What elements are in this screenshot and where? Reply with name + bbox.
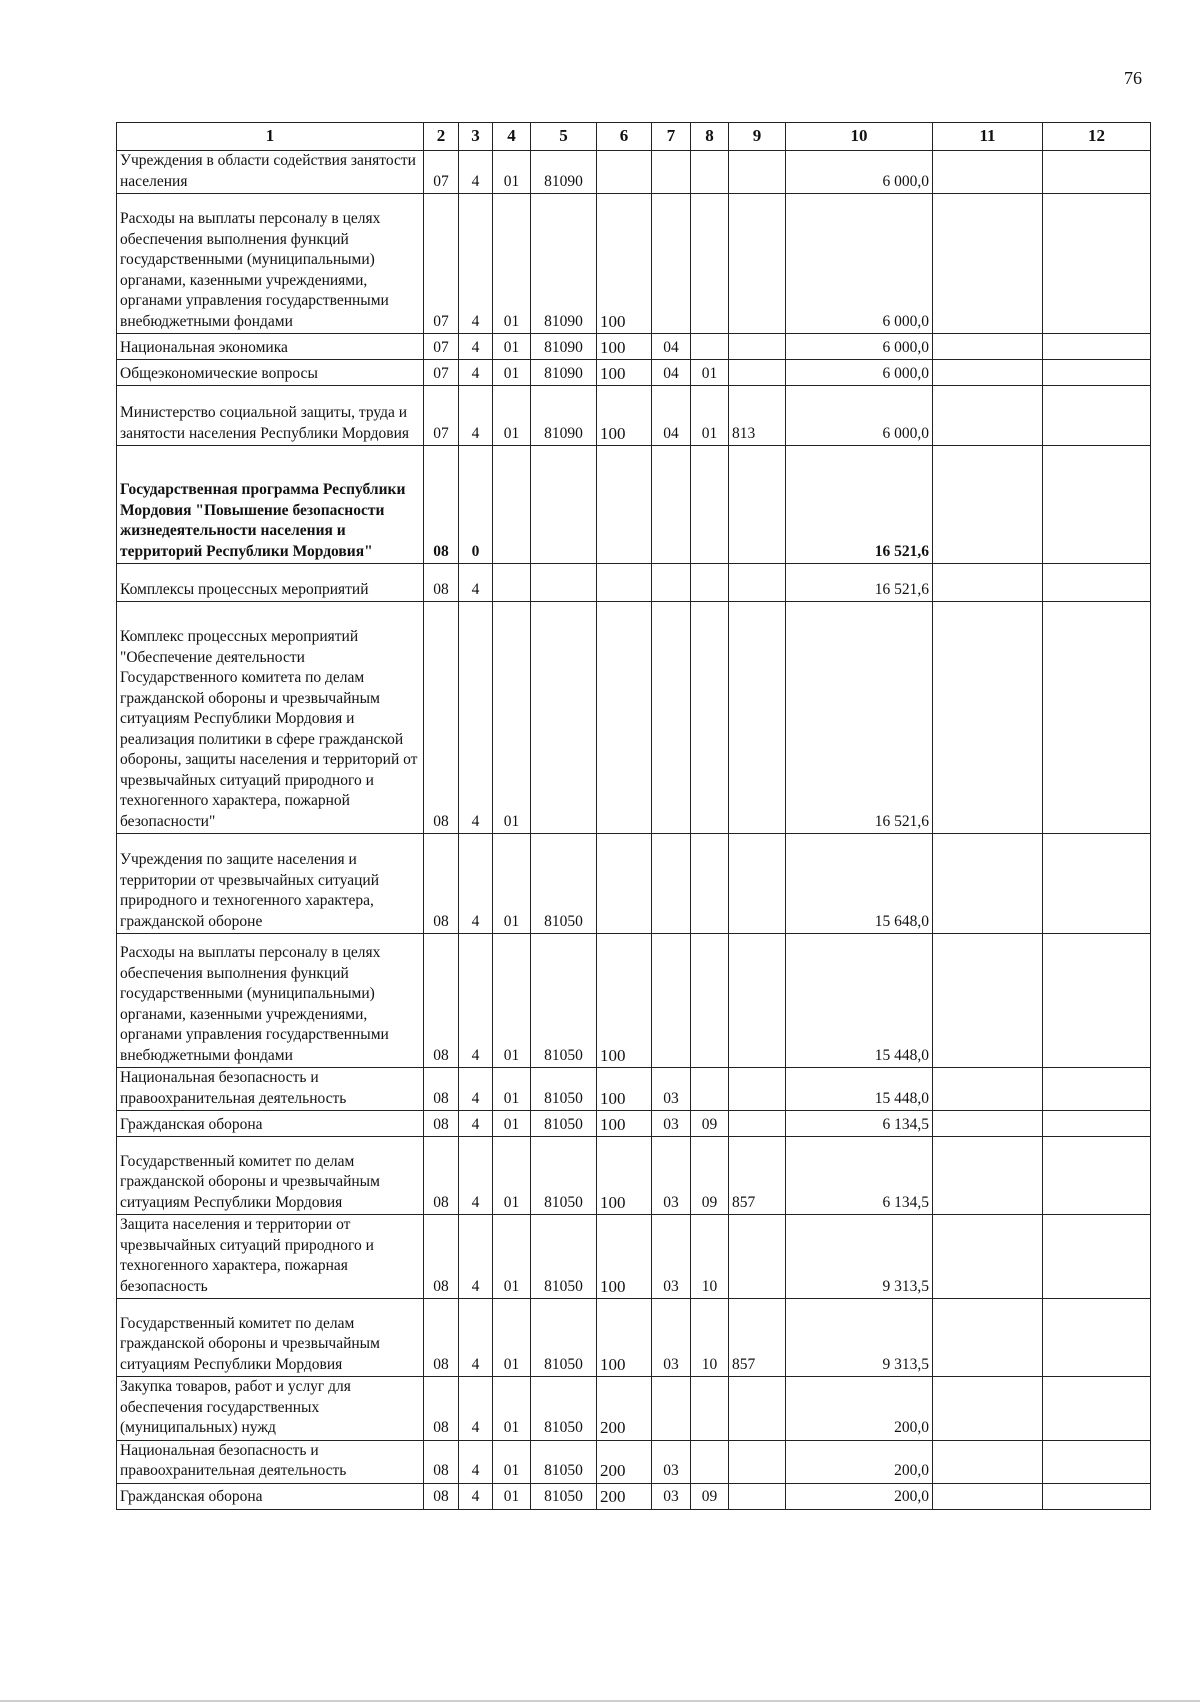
cell-amount: 16 521,6 [786,564,933,602]
row-name: Учреждения по защите населения и территории от чрезвычайных ситуаций природного и техногенного характера, гражданской обороне [117,834,424,934]
cell-col6: 100 [597,934,652,1068]
cell-col4: 01 [493,1068,531,1111]
cell-col2: 08 [424,1483,459,1509]
budget-table [116,122,1151,1510]
header-cell: 11 [933,123,1043,151]
cell-col4: 01 [493,151,531,194]
table-row [117,360,1151,386]
cell-col5: 81090 [531,194,597,334]
header-cell: 3 [459,123,493,151]
row-name: Комплексы процессных мероприятий [117,564,424,602]
scan-edge-line [0,1700,1200,1702]
cell-col3: 4 [459,1299,493,1377]
cell-col3: 4 [459,1137,493,1215]
cell-col2: 08 [424,1137,459,1215]
cell-col5: 81050 [531,1440,597,1483]
cell-col5: 81050 [531,1137,597,1215]
cell-amount: 9 313,5 [786,1215,933,1299]
cell-amount: 15 648,0 [786,834,933,934]
cell-amount: 6 000,0 [786,194,933,334]
cell-col6: 100 [597,1068,652,1111]
header-cell: 5 [531,123,597,151]
row-name: Государственный комитет по делам гражданской обороны и чрезвычайным ситуациям Республики Мордовия [117,1137,424,1215]
header-cell: 2 [424,123,459,151]
cell-col12 [1043,934,1151,1068]
cell-col5 [531,564,597,602]
cell-col2: 08 [424,1068,459,1111]
cell-col4: 01 [493,334,531,360]
row-name: Защита населения и территории от чрезвычайных ситуаций природного и техногенного характера, пожарная безопасность [117,1215,424,1299]
row-name: Национальная экономика [117,334,424,360]
cell-col8 [691,834,729,934]
cell-col5: 81090 [531,360,597,386]
cell-col4: 01 [493,934,531,1068]
cell-col7: 03 [652,1068,691,1111]
cell-col7: 03 [652,1111,691,1137]
cell-col3: 0 [459,446,493,564]
cell-col9 [729,1111,786,1137]
cell-col2: 08 [424,446,459,564]
cell-col5: 81050 [531,934,597,1068]
cell-col8: 09 [691,1111,729,1137]
cell-col6: 100 [597,1111,652,1137]
cell-col4: 01 [493,1137,531,1215]
cell-amount: 6 000,0 [786,386,933,446]
cell-col8 [691,602,729,834]
cell-col11 [933,1215,1043,1299]
cell-col8 [691,194,729,334]
cell-col9 [729,1440,786,1483]
cell-amount: 6 000,0 [786,151,933,194]
cell-col7: 03 [652,1440,691,1483]
cell-col12 [1043,1137,1151,1215]
cell-col6 [597,151,652,194]
cell-col12 [1043,151,1151,194]
cell-col5: 81050 [531,1215,597,1299]
row-name: Учреждения в области содействия занятости населения [117,151,424,194]
cell-col4: 01 [493,834,531,934]
cell-col11 [933,334,1043,360]
cell-col7: 03 [652,1299,691,1377]
cell-col8: 10 [691,1215,729,1299]
cell-col3: 4 [459,1068,493,1111]
cell-col9 [729,194,786,334]
cell-col6: 100 [597,194,652,334]
cell-col4 [493,564,531,602]
cell-col11 [933,360,1043,386]
cell-col12 [1043,194,1151,334]
cell-col6: 200 [597,1483,652,1509]
cell-col5: 81090 [531,386,597,446]
cell-col7 [652,934,691,1068]
cell-col2: 08 [424,1440,459,1483]
cell-col7 [652,446,691,564]
cell-col4: 01 [493,1111,531,1137]
table-row [117,1215,1151,1299]
cell-col6: 100 [597,334,652,360]
cell-col7 [652,834,691,934]
cell-col7 [652,602,691,834]
row-name: Государственная программа Республики Мордовия "Повышение безопасности жизнедеятельности населения и территорий Республики Мордовия" [117,446,424,564]
header-cell: 8 [691,123,729,151]
cell-col11 [933,194,1043,334]
table-row [117,386,1151,446]
cell-col6: 100 [597,1215,652,1299]
cell-col11 [933,151,1043,194]
cell-col4: 01 [493,1215,531,1299]
cell-col11 [933,1299,1043,1377]
cell-col9 [729,1483,786,1509]
cell-col2: 08 [424,834,459,934]
cell-col11 [933,1440,1043,1483]
cell-col11 [933,386,1043,446]
cell-col2: 07 [424,194,459,334]
cell-col4: 01 [493,1440,531,1483]
cell-col11 [933,1111,1043,1137]
cell-col12 [1043,1068,1151,1111]
cell-col8 [691,446,729,564]
cell-col11 [933,834,1043,934]
header-cell: 7 [652,123,691,151]
cell-col8 [691,151,729,194]
cell-col8: 01 [691,360,729,386]
cell-col6: 100 [597,1299,652,1377]
cell-col9: 857 [729,1299,786,1377]
cell-col8 [691,1377,729,1441]
cell-col4: 01 [493,386,531,446]
cell-col6: 100 [597,1137,652,1215]
table-body [117,151,1151,1510]
row-name: Закупка товаров, работ и услуг для обеспечения государственных (муниципальных) нужд [117,1377,424,1441]
cell-col4: 01 [493,194,531,334]
cell-col4: 01 [493,602,531,834]
cell-col3: 4 [459,334,493,360]
cell-col9 [729,934,786,1068]
table-row [117,934,1151,1068]
cell-col11 [933,934,1043,1068]
cell-amount: 6 134,5 [786,1137,933,1215]
cell-col8 [691,934,729,1068]
cell-col9 [729,334,786,360]
row-name: Национальная безопасность и правоохранительная деятельность [117,1440,424,1483]
cell-col8: 01 [691,386,729,446]
table-row [117,1440,1151,1483]
cell-col7 [652,1377,691,1441]
cell-col6: 200 [597,1440,652,1483]
row-name: Общеэкономические вопросы [117,360,424,386]
cell-col3: 4 [459,151,493,194]
cell-col7: 04 [652,386,691,446]
cell-col2: 08 [424,564,459,602]
row-name: Расходы на выплаты персоналу в целях обеспечения выполнения функций государственными (муниципальными) органами, казенными учреждениями, органами управления государственными внебюджетными фондами [117,194,424,334]
cell-col7 [652,194,691,334]
cell-col12 [1043,1111,1151,1137]
cell-col7: 03 [652,1215,691,1299]
cell-col9 [729,1377,786,1441]
cell-col9 [729,602,786,834]
cell-col5: 81090 [531,334,597,360]
cell-col3: 4 [459,1440,493,1483]
cell-col3: 4 [459,360,493,386]
row-name: Государственный комитет по делам гражданской обороны и чрезвычайным ситуациям Республики Мордовия [117,1299,424,1377]
cell-col5: 81050 [531,1483,597,1509]
cell-col12 [1043,1215,1151,1299]
cell-col2: 08 [424,602,459,834]
table-row [117,1377,1151,1441]
cell-col2: 07 [424,334,459,360]
table-row [117,1299,1151,1377]
row-name: Гражданская оборона [117,1111,424,1137]
cell-col3: 4 [459,1215,493,1299]
cell-col6: 100 [597,360,652,386]
cell-col3: 4 [459,1377,493,1441]
cell-col3: 4 [459,1111,493,1137]
cell-col9 [729,1068,786,1111]
cell-col9 [729,834,786,934]
cell-amount: 6 000,0 [786,360,933,386]
cell-col8: 09 [691,1137,729,1215]
cell-amount: 9 313,5 [786,1299,933,1377]
cell-col11 [933,602,1043,834]
cell-col2: 07 [424,386,459,446]
table-row [117,1137,1151,1215]
cell-col12 [1043,1299,1151,1377]
cell-col8 [691,1440,729,1483]
cell-col12 [1043,1377,1151,1441]
cell-col3: 4 [459,564,493,602]
table-row [117,194,1151,334]
cell-col9 [729,360,786,386]
cell-col6 [597,834,652,934]
table-row [117,834,1151,934]
table-row [117,1068,1151,1111]
cell-col6 [597,564,652,602]
cell-col7: 03 [652,1137,691,1215]
table-row [117,1111,1151,1137]
cell-col11 [933,446,1043,564]
cell-col9: 857 [729,1137,786,1215]
cell-col8: 10 [691,1299,729,1377]
cell-col2: 08 [424,1299,459,1377]
cell-col5: 81050 [531,1068,597,1111]
cell-col3: 4 [459,934,493,1068]
table-row [117,446,1151,564]
table-row [117,334,1151,360]
cell-col12 [1043,386,1151,446]
cell-col8 [691,1068,729,1111]
row-name: Национальная безопасность и правоохранительная деятельность [117,1068,424,1111]
cell-amount: 6 000,0 [786,334,933,360]
cell-col3: 4 [459,1483,493,1509]
cell-col2: 08 [424,1377,459,1441]
cell-col12 [1043,834,1151,934]
cell-col12 [1043,1440,1151,1483]
header-cell: 1 [117,123,424,151]
cell-col7: 03 [652,1483,691,1509]
cell-col8 [691,334,729,360]
cell-col12 [1043,564,1151,602]
cell-col9 [729,1215,786,1299]
cell-col5: 81050 [531,834,597,934]
cell-col5: 81050 [531,1299,597,1377]
cell-col11 [933,564,1043,602]
cell-amount: 16 521,6 [786,446,933,564]
cell-col11 [933,1377,1043,1441]
cell-col2: 08 [424,1215,459,1299]
table-row [117,564,1151,602]
table-row [117,602,1151,834]
cell-col11 [933,1068,1043,1111]
cell-col6 [597,602,652,834]
page-number: 76 [1124,68,1142,88]
cell-amount: 200,0 [786,1440,933,1483]
cell-amount: 16 521,6 [786,602,933,834]
cell-amount: 15 448,0 [786,934,933,1068]
row-name: Гражданская оборона [117,1483,424,1509]
cell-col5: 81090 [531,151,597,194]
header-cell: 12 [1043,123,1151,151]
cell-col2: 08 [424,934,459,1068]
cell-col6: 200 [597,1377,652,1441]
header-cell: 9 [729,123,786,151]
cell-col4: 01 [493,1299,531,1377]
cell-col4 [493,446,531,564]
cell-col12 [1043,334,1151,360]
header-cell: 6 [597,123,652,151]
cell-col11 [933,1137,1043,1215]
cell-col2: 08 [424,1111,459,1137]
cell-col12 [1043,602,1151,834]
cell-col7: 04 [652,360,691,386]
cell-col9 [729,564,786,602]
cell-col11 [933,1483,1043,1509]
cell-col6: 100 [597,386,652,446]
cell-col6 [597,446,652,564]
cell-col3: 4 [459,602,493,834]
cell-col5: 81050 [531,1377,597,1441]
cell-col12 [1043,1483,1151,1509]
cell-amount: 200,0 [786,1483,933,1509]
cell-amount: 6 134,5 [786,1111,933,1137]
cell-col3: 4 [459,386,493,446]
cell-col4: 01 [493,1483,531,1509]
cell-col9 [729,446,786,564]
cell-amount: 15 448,0 [786,1068,933,1111]
header-cell: 10 [786,123,933,151]
cell-col2: 07 [424,360,459,386]
row-name: Расходы на выплаты персоналу в целях обеспечения выполнения функций государственными (муниципальными) органами, казенными учреждениями, органами управления государственными внебюджетными фондами [117,934,424,1068]
cell-col3: 4 [459,194,493,334]
row-name: Министерство социальной защиты, труда и занятости населения Республики Мордовия [117,386,424,446]
cell-col9: 813 [729,386,786,446]
cell-col12 [1043,446,1151,564]
cell-amount: 200,0 [786,1377,933,1441]
cell-col2: 07 [424,151,459,194]
cell-col12 [1043,360,1151,386]
cell-col7 [652,151,691,194]
cell-col5: 81050 [531,1111,597,1137]
header-cell: 4 [493,123,531,151]
cell-col4: 01 [493,360,531,386]
cell-col9 [729,151,786,194]
cell-col5 [531,602,597,834]
cell-col7: 04 [652,334,691,360]
row-name: Комплекс процессных мероприятий "Обеспечение деятельности Государственного комитета по делам гражданской обороны и чрезвычайным ситуациям Республики Мордовия и реализация политики в сфере гражданской обороны, защиты населения и территорий от чрезвычайных ситуаций природного и техногенного характера, пожарной безопасности" [117,602,424,834]
table-row [117,1483,1151,1509]
header-row [117,123,1151,151]
cell-col4: 01 [493,1377,531,1441]
cell-col8: 09 [691,1483,729,1509]
cell-col3: 4 [459,834,493,934]
cell-col7 [652,564,691,602]
cell-col8 [691,564,729,602]
cell-col5 [531,446,597,564]
table-row [117,151,1151,194]
